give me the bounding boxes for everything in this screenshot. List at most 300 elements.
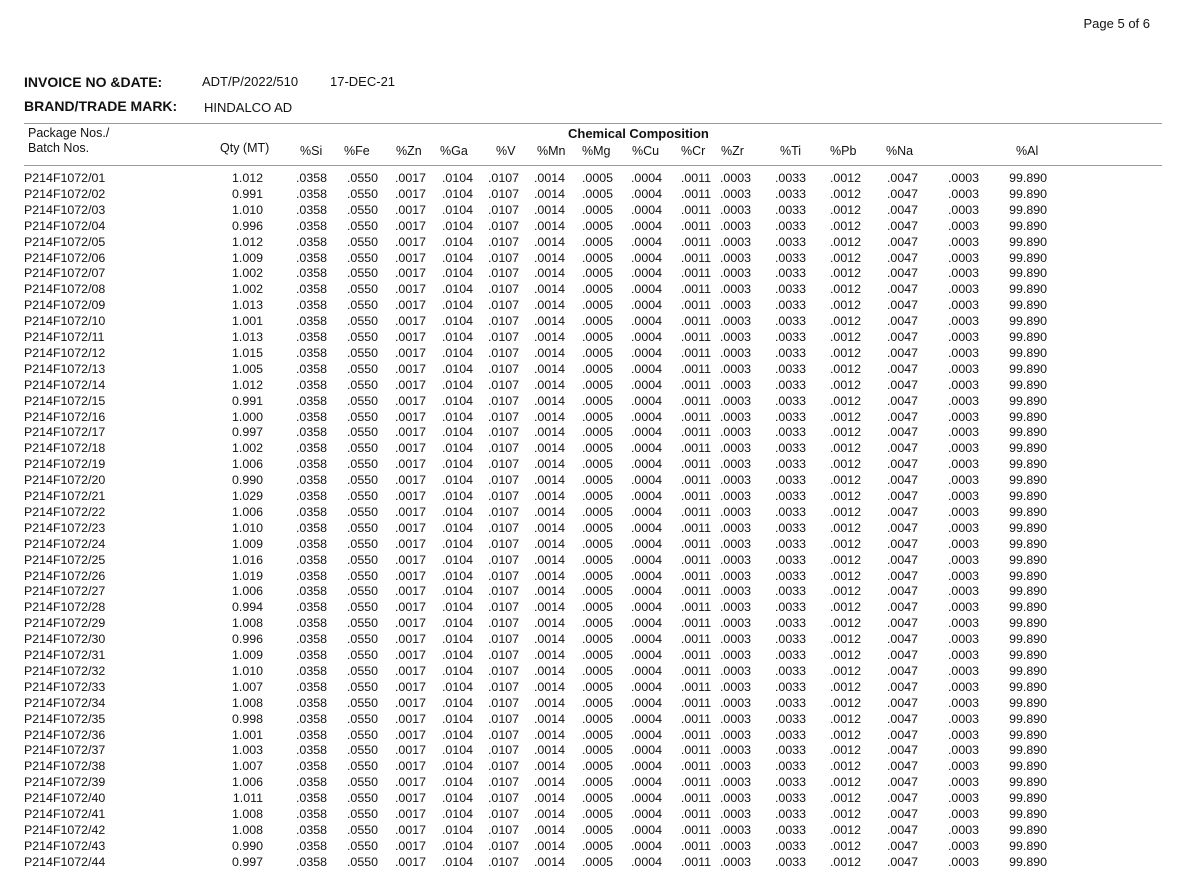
composition-value: 99.890 xyxy=(1009,791,1047,806)
composition-value: .0012 xyxy=(829,250,861,265)
composition-value: .0047 xyxy=(886,489,918,503)
composition-value: 99.890 xyxy=(1009,473,1047,488)
composition-value: .0047 xyxy=(886,584,918,599)
composition-value: .0005 xyxy=(581,409,613,424)
composition-value: .0047 xyxy=(886,234,918,249)
table-row xyxy=(0,552,1200,568)
table-row xyxy=(0,615,1200,631)
composition-value: .0004 xyxy=(630,473,662,488)
batch-number: P214F1072/03 xyxy=(24,202,106,217)
composition-value: .0012 xyxy=(829,616,861,631)
table-row xyxy=(0,377,1200,393)
composition-value: .0014 xyxy=(533,727,565,742)
composition-value: .0017 xyxy=(394,568,426,583)
composition-value: .0012 xyxy=(829,330,861,344)
composition-value: .0012 xyxy=(829,759,861,774)
table-row xyxy=(0,536,1200,552)
batch-number: P214F1072/35 xyxy=(24,711,106,726)
composition-value: .0017 xyxy=(394,441,426,456)
composition-value: .0011 xyxy=(680,234,711,249)
composition-value: .0003 xyxy=(719,584,751,599)
composition-value: .0004 xyxy=(630,330,662,344)
composition-value: 99.890 xyxy=(1009,727,1047,742)
composition-value: .0014 xyxy=(533,250,565,265)
composition-value: .0005 xyxy=(581,361,613,376)
composition-value: .0550 xyxy=(346,536,378,551)
composition-value: .0033 xyxy=(774,663,806,678)
composition-value: .0003 xyxy=(719,393,751,408)
composition-value: .0047 xyxy=(886,504,918,519)
composition-value: .0017 xyxy=(394,663,426,678)
composition-value: .0033 xyxy=(774,282,806,297)
composition-value: .0003 xyxy=(947,266,979,281)
composition-value: .0012 xyxy=(829,345,861,360)
table-row xyxy=(0,568,1200,584)
composition-value: .0047 xyxy=(886,838,918,853)
composition-value: .0003 xyxy=(947,536,979,551)
composition-value: 99.890 xyxy=(1009,234,1047,249)
composition-value: .0004 xyxy=(630,600,662,615)
composition-value: .0550 xyxy=(346,695,378,710)
batch-number: P214F1072/34 xyxy=(24,695,106,710)
composition-value: .0011 xyxy=(680,520,711,535)
batch-number: P214F1072/31 xyxy=(24,648,106,662)
composition-value: .0033 xyxy=(774,727,806,742)
composition-value: .0550 xyxy=(346,377,378,392)
composition-value: .0107 xyxy=(487,266,519,281)
composition-value: .0003 xyxy=(719,663,751,678)
composition-value: .0107 xyxy=(487,695,519,710)
composition-value: .0107 xyxy=(487,568,519,583)
composition-value: .0550 xyxy=(346,807,378,821)
composition-value: 99.890 xyxy=(1009,679,1047,694)
composition-value: .0005 xyxy=(581,743,613,758)
composition-value: .0033 xyxy=(774,457,806,472)
composition-value: .0004 xyxy=(630,759,662,774)
composition-value: .0012 xyxy=(829,552,861,567)
composition-value: .0011 xyxy=(680,202,711,217)
composition-value: .0012 xyxy=(829,171,861,185)
table-top-rule xyxy=(24,123,1162,124)
composition-value: .0014 xyxy=(533,695,565,710)
table-row xyxy=(0,472,1200,488)
composition-value: .0104 xyxy=(441,314,473,329)
composition-value: .0358 xyxy=(295,743,327,758)
composition-value: .0005 xyxy=(581,457,613,472)
composition-value: .0005 xyxy=(581,679,613,694)
composition-value: 99.890 xyxy=(1009,838,1047,853)
composition-value: .0550 xyxy=(346,361,378,376)
composition-value: .0358 xyxy=(295,600,327,615)
composition-value: .0017 xyxy=(394,695,426,710)
composition-value: .0104 xyxy=(441,632,473,647)
composition-value: .0358 xyxy=(295,361,327,376)
composition-value: .0004 xyxy=(630,298,662,313)
composition-value: .0047 xyxy=(886,648,918,662)
composition-value: .0003 xyxy=(719,345,751,360)
composition-value: .0005 xyxy=(581,807,613,821)
composition-value: .0107 xyxy=(487,552,519,567)
batch-number: P214F1072/33 xyxy=(24,679,106,694)
composition-value: .0011 xyxy=(680,632,711,647)
composition-value: .0011 xyxy=(680,552,711,567)
composition-value: .0358 xyxy=(295,393,327,408)
composition-value: .0017 xyxy=(394,234,426,249)
composition-value: 99.890 xyxy=(1009,457,1047,472)
composition-value: .0004 xyxy=(630,314,662,329)
qty-value: 1.013 xyxy=(231,298,263,313)
composition-value: .0003 xyxy=(947,473,979,488)
composition-value: .0550 xyxy=(346,409,378,424)
composition-value: .0011 xyxy=(680,791,711,806)
composition-value: .0011 xyxy=(680,457,711,472)
batch-number: P214F1072/20 xyxy=(24,473,106,488)
composition-value: .0012 xyxy=(829,186,861,201)
composition-value: .0033 xyxy=(774,218,806,233)
composition-value: .0014 xyxy=(533,441,565,456)
composition-value: .0003 xyxy=(947,409,979,424)
batch-number: P214F1072/43 xyxy=(24,838,106,853)
composition-value: .0104 xyxy=(441,330,473,344)
composition-value: .0014 xyxy=(533,457,565,472)
composition-value: .0003 xyxy=(947,775,979,790)
composition-value: .0017 xyxy=(394,186,426,201)
composition-value: .0107 xyxy=(487,822,519,837)
composition-value: 99.890 xyxy=(1009,314,1047,329)
composition-value: .0014 xyxy=(533,663,565,678)
composition-value: .0012 xyxy=(829,822,861,837)
composition-value: .0017 xyxy=(394,457,426,472)
composition-value: .0550 xyxy=(346,218,378,233)
composition-value: .0004 xyxy=(630,234,662,249)
composition-value: .0104 xyxy=(441,425,473,440)
composition-value: .0033 xyxy=(774,441,806,456)
composition-value: .0004 xyxy=(630,441,662,456)
composition-value: .0005 xyxy=(581,632,613,647)
composition-value: .0358 xyxy=(295,822,327,837)
element-header-cu: %Cu xyxy=(632,144,660,158)
table-header-rule xyxy=(24,165,1162,166)
composition-value: .0003 xyxy=(947,171,979,185)
composition-value: .0107 xyxy=(487,838,519,853)
composition-value: .0004 xyxy=(630,679,662,694)
composition-value: .0104 xyxy=(441,377,473,392)
composition-value: 99.890 xyxy=(1009,759,1047,774)
composition-value: .0047 xyxy=(886,727,918,742)
qty-value: 0.990 xyxy=(231,838,263,853)
composition-value: .0550 xyxy=(346,489,378,503)
composition-value: 99.890 xyxy=(1009,489,1047,503)
table-row xyxy=(0,790,1200,806)
composition-value: .0017 xyxy=(394,520,426,535)
composition-value: .0004 xyxy=(630,202,662,217)
composition-value: .0017 xyxy=(394,775,426,790)
composition-value: .0004 xyxy=(630,791,662,806)
composition-value: .0017 xyxy=(394,759,426,774)
qty-value: 0.991 xyxy=(231,186,263,201)
qty-value: 0.998 xyxy=(231,711,263,726)
composition-value: .0003 xyxy=(719,791,751,806)
composition-value: .0011 xyxy=(680,536,711,551)
composition-value: .0358 xyxy=(295,314,327,329)
composition-value: .0003 xyxy=(719,552,751,567)
composition-value: .0004 xyxy=(630,393,662,408)
qty-value: 0.996 xyxy=(231,218,263,233)
composition-value: .0014 xyxy=(533,393,565,408)
composition-value: .0358 xyxy=(295,807,327,821)
composition-value: .0012 xyxy=(829,775,861,790)
composition-value: .0017 xyxy=(394,504,426,519)
composition-value: .0005 xyxy=(581,648,613,662)
composition-value: .0012 xyxy=(829,854,861,869)
composition-value: .0004 xyxy=(630,425,662,440)
composition-value: .0014 xyxy=(533,330,565,344)
composition-value: .0104 xyxy=(441,186,473,201)
composition-value: .0104 xyxy=(441,584,473,599)
composition-value: .0003 xyxy=(719,838,751,853)
composition-value: .0014 xyxy=(533,822,565,837)
composition-value: .0012 xyxy=(829,314,861,329)
table-row xyxy=(0,409,1200,425)
composition-value: .0104 xyxy=(441,775,473,790)
table-row xyxy=(0,806,1200,822)
composition-value: .0003 xyxy=(719,695,751,710)
composition-value: .0047 xyxy=(886,632,918,647)
composition-value: .0033 xyxy=(774,536,806,551)
composition-value: .0033 xyxy=(774,711,806,726)
composition-value: .0005 xyxy=(581,854,613,869)
table-row xyxy=(0,631,1200,647)
composition-value: .0104 xyxy=(441,679,473,694)
table-row xyxy=(0,758,1200,774)
composition-value: .0003 xyxy=(719,377,751,392)
composition-value: .0012 xyxy=(829,807,861,821)
composition-value: .0012 xyxy=(829,520,861,535)
composition-value: .0003 xyxy=(947,822,979,837)
composition-value: .0550 xyxy=(346,648,378,662)
composition-value: .0550 xyxy=(346,616,378,631)
composition-value: .0011 xyxy=(680,679,711,694)
table-row xyxy=(0,647,1200,663)
composition-value: 99.890 xyxy=(1009,648,1047,662)
composition-value: .0358 xyxy=(295,489,327,503)
qty-value: 1.029 xyxy=(231,489,263,503)
composition-value: .0005 xyxy=(581,727,613,742)
composition-value: .0012 xyxy=(829,695,861,710)
composition-value: .0107 xyxy=(487,807,519,821)
composition-value: .0358 xyxy=(295,695,327,710)
composition-value: .0004 xyxy=(630,186,662,201)
composition-value: .0003 xyxy=(719,234,751,249)
composition-value: .0017 xyxy=(394,489,426,503)
composition-value: .0003 xyxy=(719,441,751,456)
composition-value: .0003 xyxy=(947,345,979,360)
composition-value: .0047 xyxy=(886,314,918,329)
composition-value: .0358 xyxy=(295,409,327,424)
composition-value: .0011 xyxy=(680,600,711,615)
composition-value: .0011 xyxy=(680,759,711,774)
composition-value: .0012 xyxy=(829,711,861,726)
composition-value: .0047 xyxy=(886,822,918,837)
composition-value: .0014 xyxy=(533,489,565,503)
batch-number: P214F1072/22 xyxy=(24,504,106,519)
brand-value: HINDALCO AD xyxy=(204,100,293,115)
composition-value: .0017 xyxy=(394,711,426,726)
element-header-zr: %Zr xyxy=(721,144,744,158)
composition-value: .0012 xyxy=(829,600,861,615)
composition-value: .0107 xyxy=(487,632,519,647)
batch-number: P214F1072/18 xyxy=(24,441,106,456)
composition-value: .0003 xyxy=(719,743,751,758)
composition-value: .0011 xyxy=(680,409,711,424)
batch-number: P214F1072/04 xyxy=(24,218,106,233)
composition-value: .0358 xyxy=(295,202,327,217)
composition-value: .0005 xyxy=(581,282,613,297)
qty-value: 1.006 xyxy=(231,504,263,519)
batch-number: P214F1072/32 xyxy=(24,663,106,678)
composition-value: .0047 xyxy=(886,345,918,360)
composition-value: .0107 xyxy=(487,775,519,790)
composition-value: .0104 xyxy=(441,838,473,853)
composition-value: .0005 xyxy=(581,584,613,599)
batch-number: P214F1072/11 xyxy=(24,330,105,344)
composition-value: .0011 xyxy=(680,727,711,742)
composition-value: .0047 xyxy=(886,171,918,185)
composition-value: .0047 xyxy=(886,393,918,408)
composition-value: .0014 xyxy=(533,807,565,821)
composition-value: .0104 xyxy=(441,409,473,424)
composition-value: .0014 xyxy=(533,791,565,806)
table-row xyxy=(0,663,1200,679)
composition-value: .0004 xyxy=(630,584,662,599)
qty-value: 1.010 xyxy=(231,520,263,535)
batch-number: P214F1072/19 xyxy=(24,457,106,472)
composition-value: .0012 xyxy=(829,266,861,281)
qty-value: 0.997 xyxy=(231,425,263,440)
composition-value: .0005 xyxy=(581,663,613,678)
composition-value: .0550 xyxy=(346,759,378,774)
composition-value: .0107 xyxy=(487,791,519,806)
composition-value: .0014 xyxy=(533,584,565,599)
composition-value: .0358 xyxy=(295,854,327,869)
composition-value: .0047 xyxy=(886,441,918,456)
composition-value: .0004 xyxy=(630,536,662,551)
composition-value: .0104 xyxy=(441,361,473,376)
composition-value: .0003 xyxy=(719,473,751,488)
composition-value: .0550 xyxy=(346,250,378,265)
composition-value: .0550 xyxy=(346,425,378,440)
composition-value: .0033 xyxy=(774,330,806,344)
composition-value: .0033 xyxy=(774,584,806,599)
composition-value: .0003 xyxy=(947,679,979,694)
batch-number: P214F1072/08 xyxy=(24,282,106,297)
composition-value: .0104 xyxy=(441,345,473,360)
composition-value: .0004 xyxy=(630,854,662,869)
package-column-header xyxy=(28,126,109,156)
composition-value: .0014 xyxy=(533,711,565,726)
batch-number: P214F1072/05 xyxy=(24,234,106,249)
composition-value: .0004 xyxy=(630,775,662,790)
composition-value: .0107 xyxy=(487,759,519,774)
composition-value: .0017 xyxy=(394,473,426,488)
composition-value: .0107 xyxy=(487,330,519,344)
composition-value: .0550 xyxy=(346,441,378,456)
composition-value: .0107 xyxy=(487,409,519,424)
composition-value: .0003 xyxy=(947,489,979,503)
qty-value: 0.990 xyxy=(231,473,263,488)
composition-value: .0005 xyxy=(581,171,613,185)
composition-value: .0003 xyxy=(719,298,751,313)
composition-value: .0047 xyxy=(886,266,918,281)
composition-value: .0005 xyxy=(581,520,613,535)
composition-value: .0047 xyxy=(886,298,918,313)
qty-value: 1.002 xyxy=(231,266,263,281)
composition-value: .0014 xyxy=(533,186,565,201)
composition-value: .0003 xyxy=(947,552,979,567)
batch-number: P214F1072/44 xyxy=(24,854,106,869)
composition-value: .0017 xyxy=(394,616,426,631)
composition-value: .0003 xyxy=(947,250,979,265)
composition-value: .0550 xyxy=(346,600,378,615)
composition-value: 99.890 xyxy=(1009,377,1047,392)
composition-value: .0550 xyxy=(346,298,378,313)
composition-value: .0033 xyxy=(774,520,806,535)
composition-value: .0358 xyxy=(295,663,327,678)
batch-number: P214F1072/28 xyxy=(24,600,106,615)
composition-value: .0550 xyxy=(346,234,378,249)
batch-number: P214F1072/26 xyxy=(24,568,106,583)
table-row xyxy=(0,679,1200,695)
composition-value: .0003 xyxy=(947,504,979,519)
batch-number: P214F1072/09 xyxy=(24,298,106,313)
composition-value: .0033 xyxy=(774,695,806,710)
composition-value: .0047 xyxy=(886,663,918,678)
composition-value: .0104 xyxy=(441,473,473,488)
composition-value: .0003 xyxy=(947,314,979,329)
composition-value: .0358 xyxy=(295,679,327,694)
composition-value: .0017 xyxy=(394,298,426,313)
composition-value: .0107 xyxy=(487,393,519,408)
page-number: Page 5 of 6 xyxy=(1083,16,1150,31)
composition-value: .0014 xyxy=(533,345,565,360)
composition-value: .0003 xyxy=(947,234,979,249)
composition-value: .0014 xyxy=(533,314,565,329)
composition-value: 99.890 xyxy=(1009,409,1047,424)
composition-value: .0104 xyxy=(441,711,473,726)
composition-value: .0011 xyxy=(680,282,711,297)
composition-value: .0011 xyxy=(680,807,711,821)
composition-value: .0017 xyxy=(394,536,426,551)
composition-value: .0003 xyxy=(947,377,979,392)
qty-value: 1.010 xyxy=(231,202,263,217)
composition-value: .0003 xyxy=(719,282,751,297)
composition-value: .0104 xyxy=(441,393,473,408)
composition-value: .0003 xyxy=(947,520,979,535)
composition-value: .0033 xyxy=(774,504,806,519)
composition-value: .0104 xyxy=(441,759,473,774)
composition-value: .0004 xyxy=(630,250,662,265)
composition-value: .0047 xyxy=(886,568,918,583)
composition-value: .0003 xyxy=(719,266,751,281)
composition-value: .0107 xyxy=(487,345,519,360)
composition-value: .0003 xyxy=(719,171,751,185)
composition-value: .0358 xyxy=(295,616,327,631)
composition-value: .0358 xyxy=(295,759,327,774)
composition-value: .0047 xyxy=(886,775,918,790)
composition-value: .0107 xyxy=(487,663,519,678)
table-row xyxy=(0,838,1200,854)
composition-value: .0033 xyxy=(774,791,806,806)
